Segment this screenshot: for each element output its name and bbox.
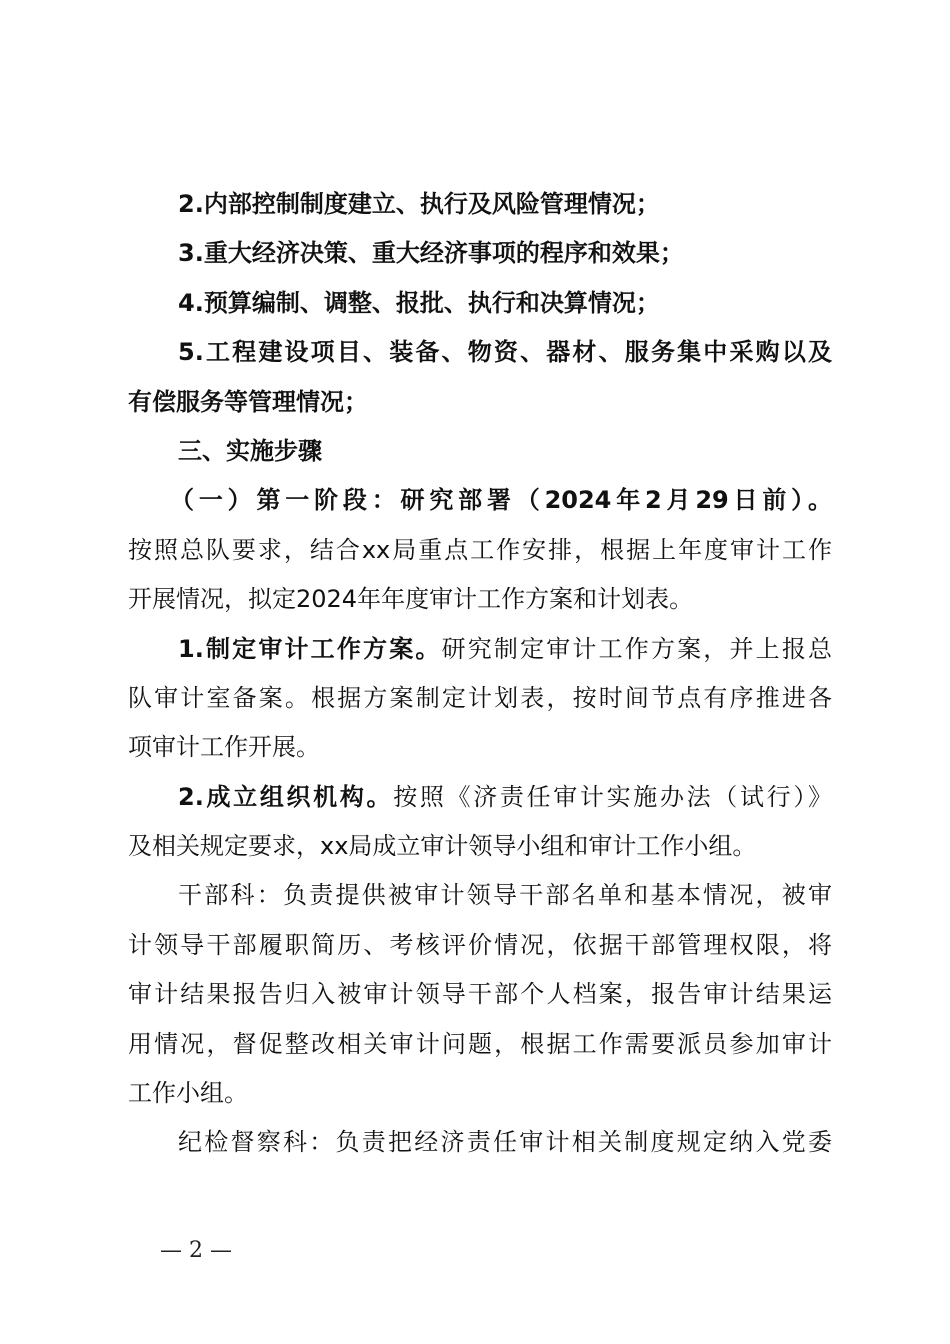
line-text: 按照总队要求，结合xx局重点工作安排，根据上年度审计工作 [128, 535, 832, 564]
text-line [128, 1118, 832, 1167]
line-text: 纪检督察科：负责把经济责任审计相关制度规定纳入党委 [178, 1128, 832, 1157]
line-text: 三、实施步骤 [178, 436, 322, 465]
line-text: 计领导干部履职简历、考核评价情况，依据干部管理权限，将 [128, 930, 832, 959]
page-number: — 2 — [160, 1238, 232, 1263]
text-line [128, 921, 832, 970]
text-line [128, 1020, 832, 1069]
line-text: 开展情况，拟定2024年年度审计工作方案和计划表。 [128, 585, 694, 614]
text-line [128, 674, 832, 723]
text-line [128, 378, 832, 427]
text-line [128, 625, 832, 674]
text-line [128, 822, 832, 871]
paragraph-lead: 2.成立组织机构。 [178, 782, 394, 811]
text-line [128, 427, 832, 476]
text-line [128, 575, 832, 624]
text-line [128, 723, 832, 772]
text-line [128, 328, 832, 377]
line-text: 工作小组。 [128, 1079, 248, 1108]
line-text: （一）第一阶段：研究部署（2024年2月29日前）。 [170, 486, 832, 515]
text-line [128, 970, 832, 1019]
line-text: 干部科：负责提供被审计领导干部名单和基本情况，被审 [178, 881, 832, 910]
text-line [128, 1069, 832, 1118]
line-text: 项审计工作开展。 [128, 733, 320, 762]
line-text: 4.预算编制、调整、报批、执行和决算情况； [178, 288, 660, 317]
text-line [128, 279, 832, 328]
text-line [128, 526, 832, 575]
document-body [128, 180, 832, 1168]
line-text: 审计结果报告归入被审计领导干部个人档案，报告审计结果运 [128, 980, 832, 1009]
line-text: 研究制定审计工作方案，并上报总 [441, 634, 832, 663]
paragraph-lead: 1.制定审计工作方案。 [178, 634, 442, 663]
line-text: 队审计室备案。根据方案制定计划表，按时间节点有序推进各 [128, 683, 832, 712]
text-line [128, 229, 832, 278]
line-text: 用情况，督促整改相关审计问题，根据工作需要派员参加审计 [128, 1029, 832, 1058]
line-text: 按照《济责任审计实施办法（试行）》 [393, 782, 832, 811]
text-line [128, 476, 832, 525]
line-text: 有偿服务等管理情况； [128, 387, 368, 416]
text-line [128, 773, 832, 822]
text-line [128, 871, 832, 920]
line-text: 及相关规定要求，xx局成立审计领导小组和审计工作小组。 [128, 832, 757, 861]
line-text: 3.重大经济决策、重大经济事项的程序和效果； [178, 239, 684, 268]
text-line [128, 180, 832, 229]
line-text: 2.内部控制制度建立、执行及风险管理情况； [178, 190, 660, 218]
line-text: 5.工程建设项目、装备、物资、器材、服务集中采购以及 [178, 338, 832, 367]
